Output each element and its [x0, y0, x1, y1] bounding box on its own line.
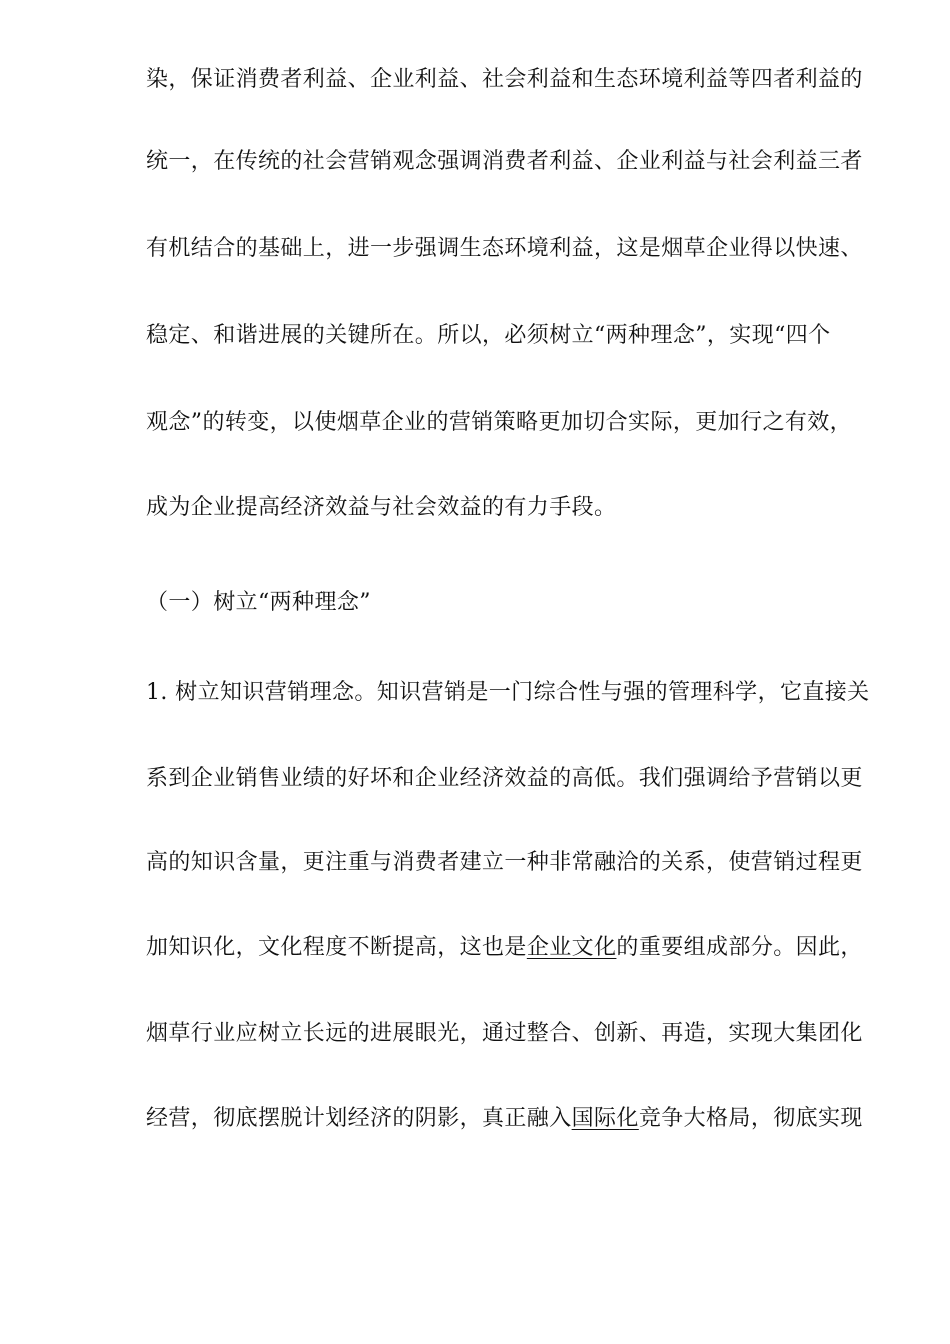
paragraph-line	[146, 1105, 863, 1133]
paragraph-line: 成为企业提高经济效益与社会效益的有力手段。	[146, 495, 617, 520]
text-segment: 加知识化，文化程度不断提高，这也是	[146, 935, 527, 960]
paragraph-line: 1. 树立知识营销理念。知识营销是一门综合性与强的管理科学，它直接关	[146, 680, 870, 705]
section-heading: （一）树立“两种理念”	[146, 590, 371, 615]
paragraph-line: 高的知识含量，更注重与消费者建立一种非常融洽的关系，使营销过程更	[146, 850, 863, 875]
paragraph-line: 有机结合的基础上，进一步强调生态环境利益，这是烟草企业得以快速、	[146, 236, 863, 261]
internationalization-link[interactable]: 国际化	[571, 1106, 639, 1131]
paragraph-line: 烟草行业应树立长远的进展眼光，通过整合、创新、再造，实现大集团化	[146, 1021, 863, 1046]
text-segment: 的重要组成部分。因此，	[616, 935, 863, 960]
enterprise-culture-link[interactable]: 企业文化	[526, 935, 617, 960]
text-segment: 经营，彻底摆脱计划经济的阴影，真正融入	[146, 1106, 572, 1131]
paragraph-line: 观念”的转变，以使烟草企业的营销策略更加切合实际，更加行之有效，	[146, 410, 853, 435]
paragraph-line: 系到企业销售业绩的好坏和企业经济效益的高低。我们强调给予营销以更	[146, 766, 863, 791]
paragraph-line	[146, 934, 863, 962]
text-segment: 竞争大格局，彻底实现	[638, 1106, 863, 1131]
paragraph-line: 统一，在传统的社会营销观念强调消费者利益、企业利益与社会利益三者	[146, 149, 863, 174]
paragraph-line: 稳定、和谐进展的关键所在。所以，必须树立“两种理念”，实现“四个	[146, 323, 831, 348]
paragraph-line: 染，保证消费者利益、企业利益、社会利益和生态环境利益等四者利益的	[146, 67, 863, 92]
